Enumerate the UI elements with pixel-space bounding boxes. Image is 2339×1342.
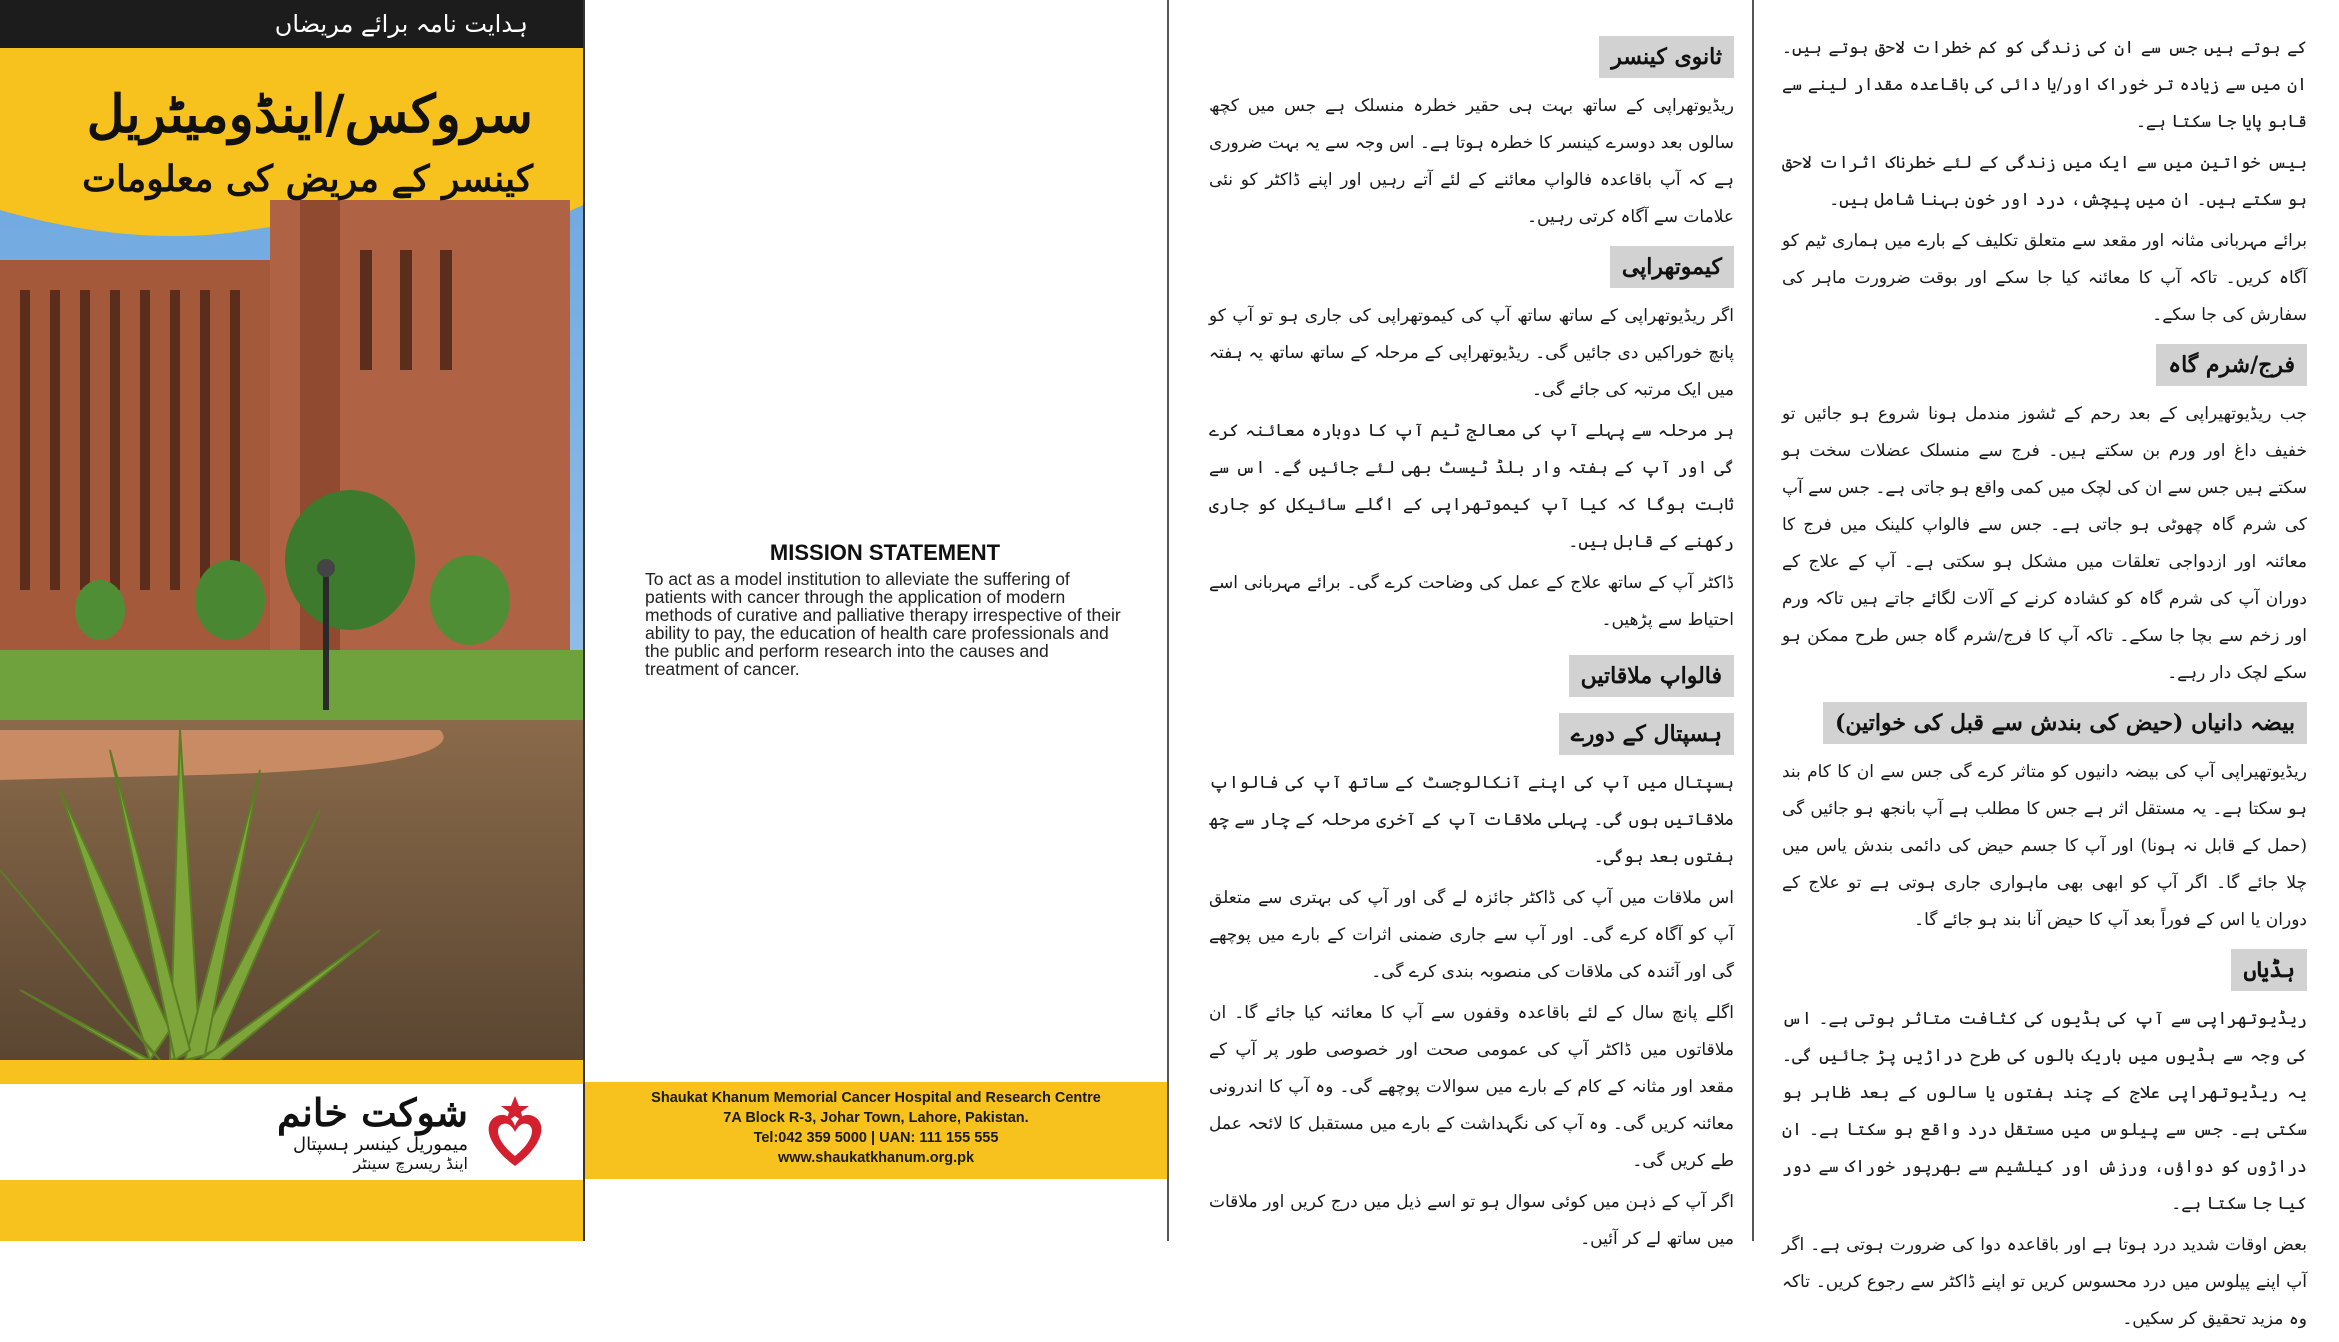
logo-name: شوکت خانم [276,1090,468,1135]
para-vagina: جب ریڈیوتھیراپی کے بعد رحم کے ٹشوز مندمل ہونا شروع ہو جائیں تو خفیف داغ اور ورم بن سکتے ہیں۔ فرج سے منسلک عضلات سخت ہو سکتے ہیں جس سے ان کی لچک میں کمی واقع ہو جاتی ہے۔ جس سے آپ کی شرم گاہ چھوٹی ہو جاتی ہے۔ جس سے فالواپ کلینک میں فرج کا معائنہ اور ازدواجی تعلقات میں مشکل ہو سکتی ہے۔ آپ کے علاج کے دوران آپ کی شرم گاہ کو کشادہ کرنے کے آلات لگائے جاتے ہیں تاکہ ورم اور زخم سے بچا جا سکے۔ تاکہ آپ کا فرج/شرم گاہ جس طرح ممکن ہو سکے لچک دار رہے۔ [1782,404,2307,683]
mission-block [645,540,1125,678]
hospital-logo-icon [475,1094,555,1174]
logo-line3: اینڈ ریسرچ سینٹر [353,1154,468,1173]
cover-bottom-band [0,1180,583,1241]
panel4-column [1782,30,2307,1342]
mission-heading: MISSION STATEMENT [769,540,1001,565]
contact-phone: Tel:042 359 5000 | UAN: 111 155 555 [753,1130,999,1146]
mission-panel [585,0,1169,1241]
info-panel-3 [1169,0,1754,1249]
cover-subtitle: کینسر کے مریض کی معلومات [82,158,533,200]
para-intro-1: کے ہوتے ہیں جس سے ان کی زندگی کو کم خطرات لاحق ہوتے ہیں۔ ان میں سے زیادہ تر خوراک اور/یا دائی کی باقاعدہ مقدار لینے سے قابو پایا جا سکتا ہے۔ [1782,38,2307,132]
cover-top-bar [0,0,583,48]
para-secondary-cancer: ریڈیوتھراپی کے ساتھ بہت ہی حقیر خطرہ منسلک ہے جس میں کچھ سالوں بعد دوسرے کینسر کا خطرہ ہوتا ہے۔ اس وجہ سے یہ بہت ضروری ہے کہ آپ باقاعدہ فالواپ معائنے کے لئے آتے رہیں اور اپنے ڈاکٹر کو نئی علامات سے آگاہ کرتی رہیں۔ [1209,96,1734,227]
para-intro-3: برائے مہربانی مثانہ اور مقعد سے متعلق تکلیف کے بارے میں ہماری ٹیم کو آگاہ کریں۔ تاکہ آپ کا معائنہ کیا جا سکے اور بوقت ضرورت ماہر کی سفارش کی جا سکے۔ [1782,231,2307,325]
para-visits-4: اگر آپ کے ذہن میں کوئی سوال ہو تو اسے ذیل میں درج کریں اور ملاقات میں ساتھ لے کر آئیں۔ [1209,1192,1734,1249]
info-panel-4 [1754,0,2339,1329]
para-visits-1: ہسپتال میں آپ کی اپنے آنکالوجسٹ کے ساتھ آپ کی فالواپ ملاقاتیں ہوں گی۔ پہلی ملاقات آپ کے آخری مرحلہ کے چار سے چھ ہفتوں بعد ہوگی۔ [1209,773,1734,867]
para-visits-2: اس ملاقات میں آپ کی ڈاکٹر جائزہ لے گی اور آپ کی بہتری سے متعلق آپ کو آگاہ کرے گی۔ اور آپ سے جاری ضمنی اثرات کے بارے میں پوچھے گی اور آئندہ کی ملاقات کی منصوبہ بندی کرے گی۔ [1209,888,1734,982]
heading-hospital-visits: ہسپتال کے دورے [1559,713,1734,755]
para-bones-2: بعض اوقات شدید درد ہوتا ہے اور باقاعدہ دوا کی ضرورت ہوتی ہے۔ اگر آپ اپنے پیلوس میں درد محسوس کریں تو اپنے ڈاکٹر سے رجوع کریں۔ تاکہ وہ مزید تحقیق کر سکیں۔ [1782,1235,2307,1329]
para-chemo-2: ہر مرحلہ سے پہلے آپ کی معالج ٹیم آپ کا دوبارہ معائنہ کرے گی اور آپ کے ہفتہ وار بلڈ ٹیسٹ بھی لئے جائیں گے۔ اس سے ثابت ہوگا کہ کیا آپ کیموتھراپی کے اگلے سائیکل کو جاری رکھنے کے قابل ہیں۔ [1209,421,1734,552]
heading-followup: فالواپ ملاقاتیں [1569,655,1734,697]
para-ovaries: ریڈیوتھیراپی آپ کی بیضہ دانیوں کو متاثر کرے گی جس سے ان کا کام بند ہو سکتا ہے۔ یہ مستقل اثر ہے جس کا مطلب ہے آپ بانجھ ہو جائیں گی (حمل کے قابل نہ ہونا) اور آپ کا جسم حیض کی دائمی بندش یاس میں چلا جائے گا۔ اگر آپ کو ابھی بھی ماہواری جاری ہوتی ہے تو علاج کے دوران یا اس کے فوراً بعد آپ کا حیض آنا بند ہو جائے گا۔ [1782,762,2307,930]
contact-website[interactable]: www.shaukatkhanum.org.pk [777,1150,975,1166]
contact-address: 7A Block R-3, Johar Town, Lahore, Pakistan. [723,1110,1029,1126]
para-intro-2: بیس خواتین میں سے ایک میں زندگی کے لئے خطرناک اثرات لاحق ہو سکتے ہیں۔ ان میں پیچش، درد اور خون بہنا شامل ہیں۔ [1782,153,2307,210]
logo-line2: میموریل کینسر ہسپتال [292,1134,468,1155]
contact-name: Shaukat Khanum Memorial Cancer Hospital and Research Centre [651,1090,1101,1106]
heading-bones: ہڈیاں [2231,949,2307,991]
para-visits-3: اگلے پانچ سال کے لئے باقاعدہ وقفوں سے آپ کا معائنہ کیا جائے گا۔ ان ملاقاتوں میں ڈاکٹر آپ کی عمومی صحت اور خصوصی طور پر آپ کے مقعد اور مثانہ کے کام کے بارے میں سوالات پوچھے گی۔ وہ آپ کا اندرونی معائنہ کریں گی۔ وہ آپ کی نگہداشت کے بارے میں مستقبل کا لائحہ عمل طے کریں گی۔ [1209,1003,1734,1171]
cover-top-label: ہدایت نامہ برائے مریضاں [274,10,528,38]
heading-ovaries: بیضہ دانیاں (حیض کی بندش سے قبل کی خواتین) [1823,702,2307,744]
heading-vagina: فرج/شرم گاہ [2156,344,2307,386]
cover-yellow-strip [0,1060,583,1084]
para-chemo-3: ڈاکٹر آپ کے ساتھ علاج کے عمل کی وضاحت کرے گی۔ برائے مہربانی اسے احتیاط سے پڑھیں۔ [1209,573,1734,630]
para-chemo-1: اگر ریڈیوتھراپی کے ساتھ ساتھ آپ کی کیموتھراپی کی جاری ہو تو آپ کو پانچ خوراکیں دی جائیں گی۔ ریڈیوتھراپی کے مرحلہ کے ساتھ ساتھ یہ ہفتہ میں ایک مرتبہ کی جائے گی۔ [1209,306,1734,400]
mission-body: To act as a model institution to alleviate the suffering of patients with cancer through the application of modern methods of curative and palliative therapy irrespective of their ability to pay, the education of health care professionals and the public and perform research into the causes and treatment of cancer. [645,569,1121,679]
hospital-photo [0,170,583,1060]
hospital-logo-block [0,1084,583,1180]
cover-title: سروکس/اینڈومیٹریل [86,84,533,145]
contact-block [585,1082,1167,1179]
heading-secondary-cancer: ثانوی کینسر [1599,36,1734,78]
cover-panel [0,0,585,1241]
heading-chemotherapy: کیموتھراپی [1610,246,1734,288]
para-bones-1: ریڈیوتھراپی سے آپ کی ہڈیوں کی کثافت متاثر ہوتی ہے۔ اس کی وجہ سے ہڈیوں میں باریک بالوں کی طرح دراڑیں پڑ جائیں گی۔ یہ ریڈیوتھراپی علاج کے چند ہفتوں یا سالوں کے بعد ظاہر ہو سکتی ہے۔ جس سے پیلوس میں مستقل درد واقع ہو سکتا ہے۔ ان دراڑوں کو دواؤں، ورزش اور کیلشیم سے بھرپور خوراک سے دور کیا جا سکتا ہے۔ [1782,1009,2307,1214]
panel3-column [1209,30,1734,1262]
